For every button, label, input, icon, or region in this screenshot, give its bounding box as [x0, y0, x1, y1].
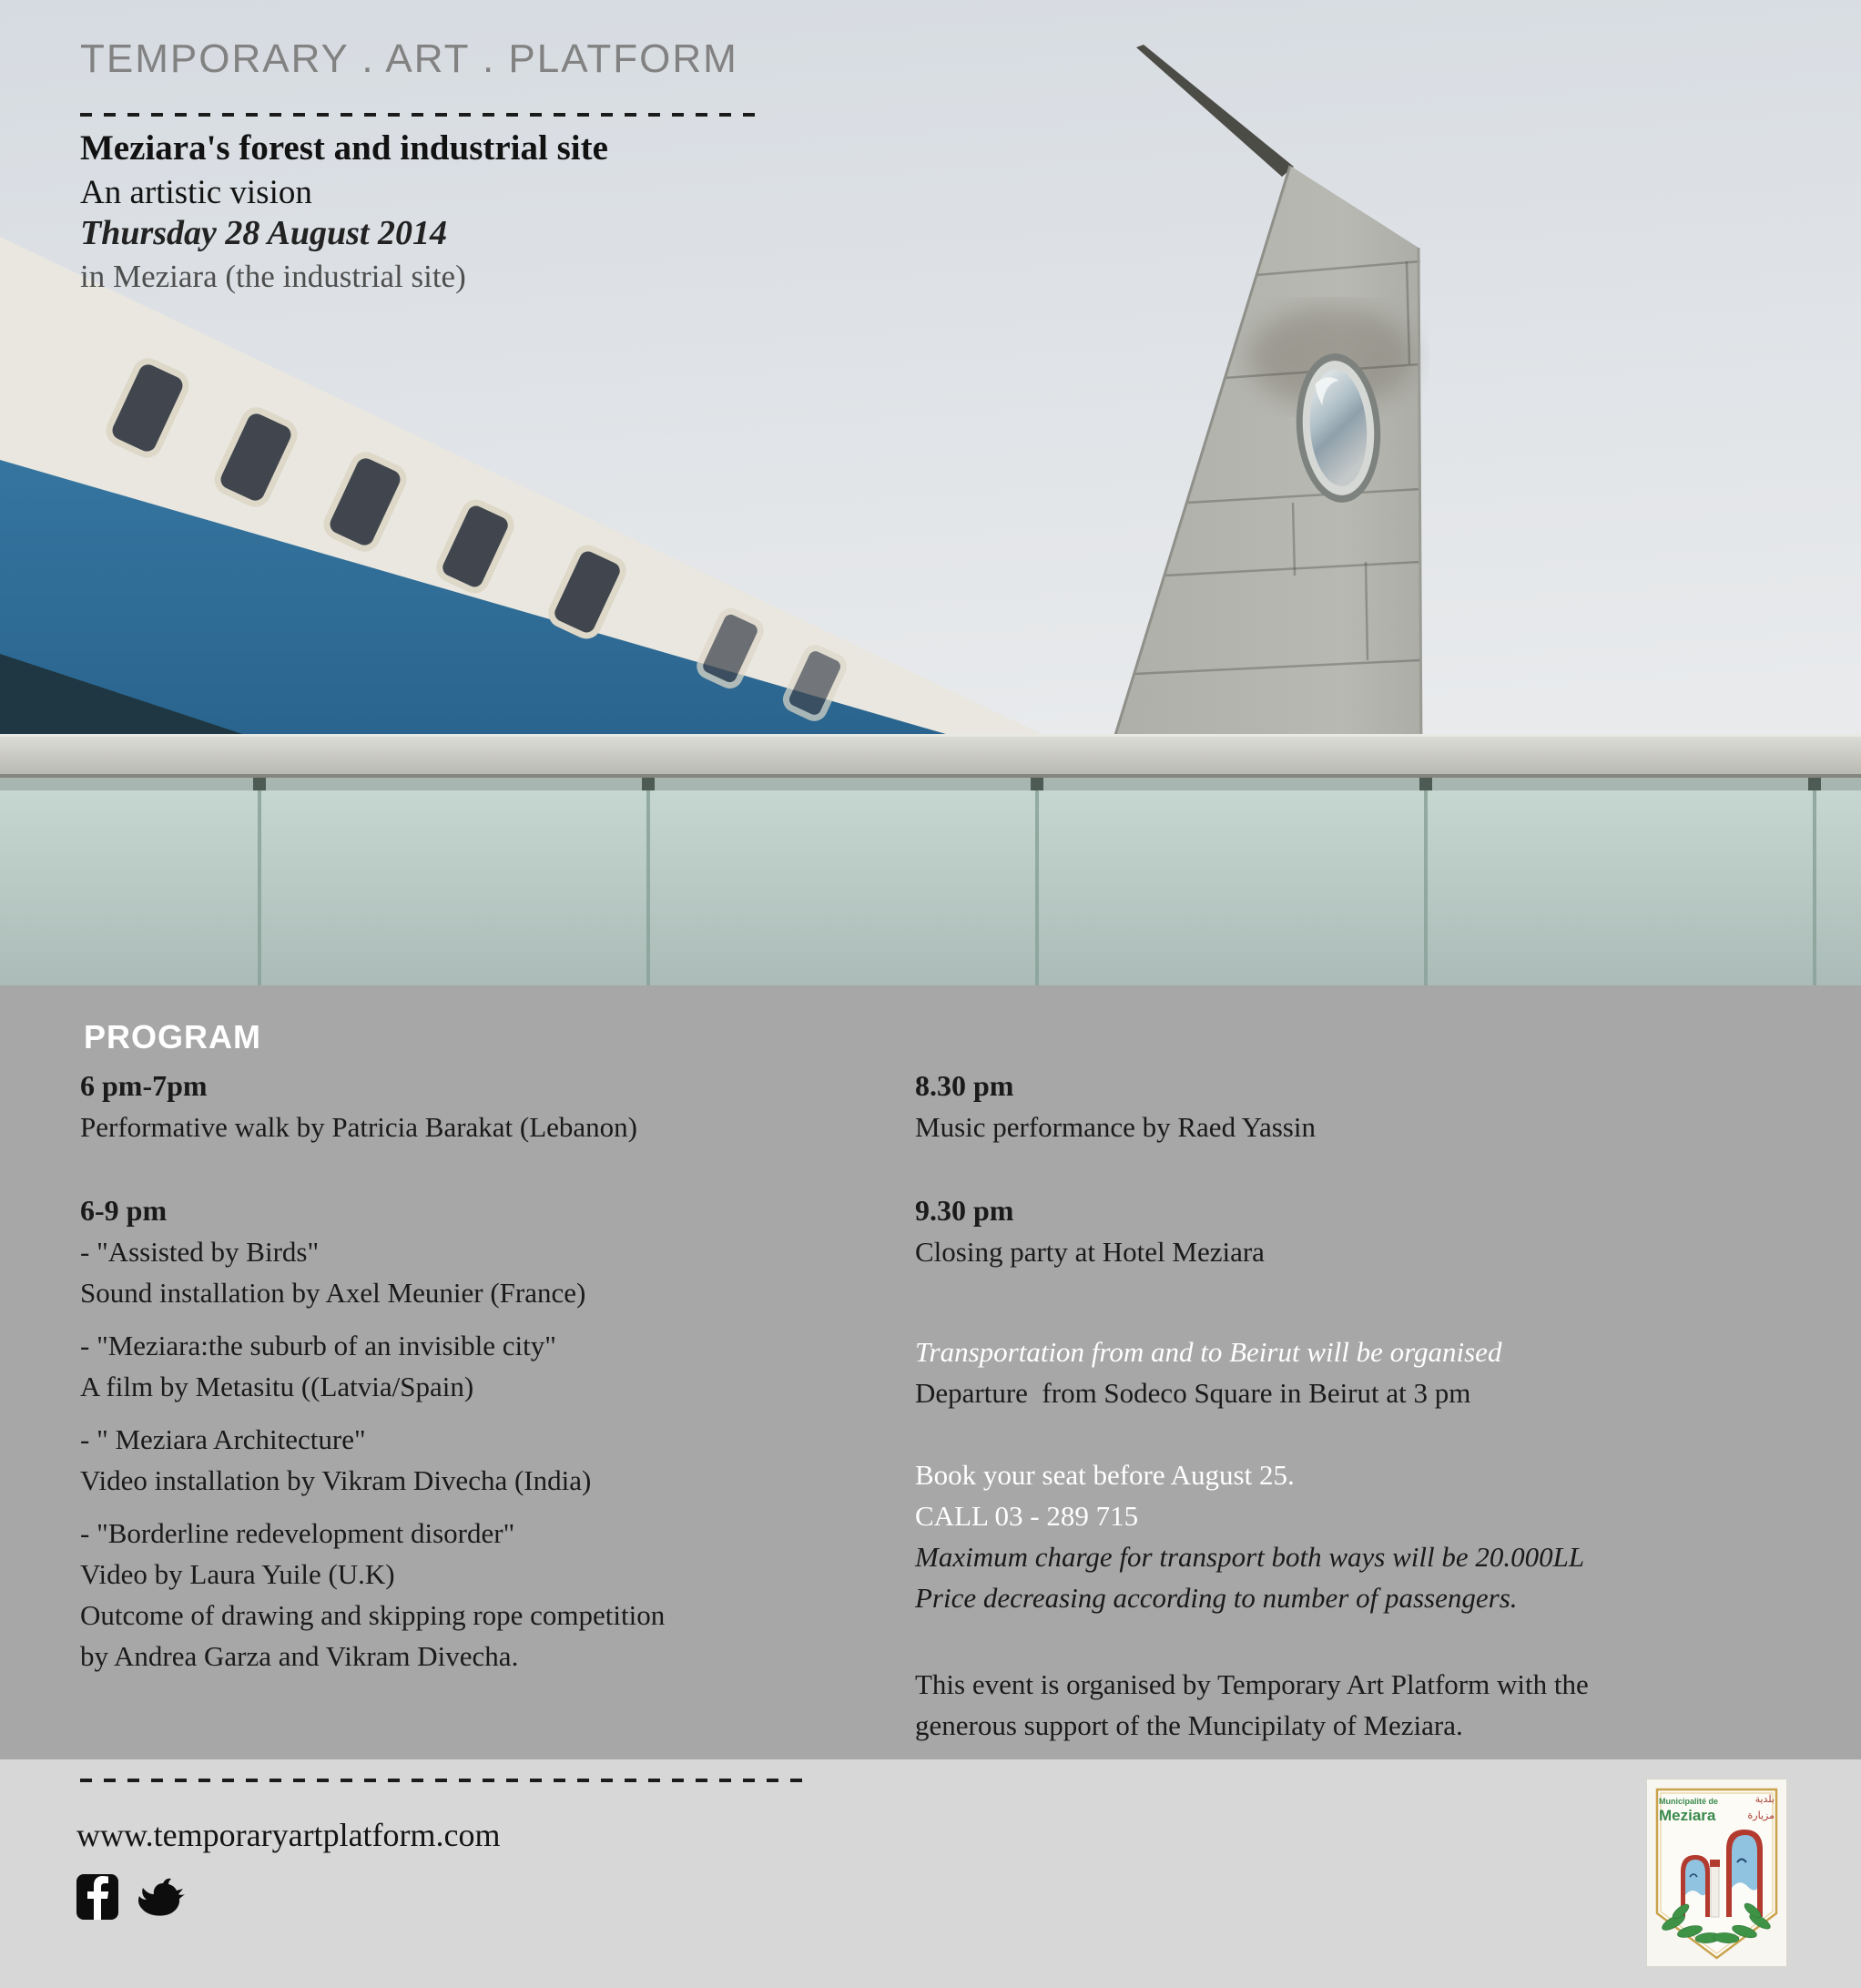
program-line: Price decreasing according to number of passengers. [915, 1582, 1518, 1614]
program-line: Performative walk by Patricia Barakat (Lebanon) [80, 1111, 638, 1143]
dashed-divider-top [80, 113, 763, 117]
fence-rail-highlight [0, 734, 1861, 737]
program-line: Closing party at Hotel Meziara [915, 1236, 1265, 1268]
twitter-bird-glyph [138, 1879, 185, 1916]
logo-org-text: Municipalité de [1659, 1797, 1719, 1806]
program-line: 6-9 pm [80, 1194, 168, 1227]
program-line: 9.30 pm [915, 1194, 1014, 1227]
program-line: Transportation from and to Beirut will be organised [915, 1336, 1502, 1368]
program-line: This event is organised by Temporary Art Platform with the [915, 1668, 1589, 1700]
program-line: Music performance by Raed Yassin [915, 1111, 1316, 1143]
program-spacer [80, 1147, 89, 1190]
program-line: Video installation by Vikram Divecha (India) [80, 1464, 592, 1496]
program-line: by Andrea Garza and Vikram Divecha. [80, 1640, 519, 1672]
fence-rail [0, 734, 1861, 778]
program-spacer [915, 1413, 924, 1454]
program-spacer [80, 1501, 89, 1513]
facebook-icon[interactable] [76, 1874, 118, 1920]
program-line: Maximum charge for transport both ways will be 20.000LL [915, 1541, 1585, 1573]
program-line: Book your seat before August 25. [915, 1459, 1295, 1491]
website-link[interactable]: www.temporaryartplatform.com [76, 1817, 501, 1853]
event-subtitle: An artistic vision [80, 174, 312, 211]
logo-name-text: Meziara [1659, 1807, 1716, 1824]
brand-title: TEMPORARY . ART . PLATFORM [80, 36, 738, 81]
program-line: CALL 03 - 289 715 [915, 1500, 1139, 1532]
program-line: generous support of the Muncipilaty of Meziara. [915, 1709, 1463, 1741]
program-spacer [915, 1272, 924, 1331]
twitter-icon[interactable] [135, 1878, 188, 1920]
municipality-logo [1646, 1779, 1787, 1967]
program-line: 8.30 pm [915, 1069, 1014, 1102]
program-spacer [80, 1407, 89, 1419]
program-line: - "Borderline redevelopment disorder" [80, 1517, 515, 1549]
program-line: - "Meziara:the suburb of an invisible city" [80, 1330, 556, 1361]
program-line: - " Meziara Architecture" [80, 1423, 366, 1455]
fence-rail-shadow [0, 774, 1861, 778]
program-line: Outcome of drawing and skipping rope competition [80, 1599, 666, 1631]
program-right-column [915, 1065, 1780, 1746]
program-line: Departure from Sodeco Square in Beirut at 3 pm [915, 1377, 1471, 1409]
program-left-column [80, 1065, 945, 1677]
fence-glass-shadow [0, 776, 1861, 790]
event-title: Meziara's forest and industrial site [80, 128, 608, 168]
program-line: 6 pm-7pm [80, 1069, 208, 1102]
program-line: A film by Metasitu ((Latvia/Spain) [80, 1371, 474, 1402]
logo-arabic-line2: مزيارة [1747, 1810, 1775, 1821]
fence-glass-panels [0, 776, 1861, 985]
program-spacer [915, 1618, 924, 1664]
program-heading: PROGRAM [84, 1018, 261, 1055]
program-spacer [80, 1313, 89, 1325]
footer-background [0, 1759, 1861, 1988]
program-line: Video by Laura Yuile (U.K) [80, 1558, 395, 1590]
logo-tower [1710, 1860, 1720, 1917]
logo-right-arch [1726, 1830, 1763, 1917]
event-date: Thursday 28 August 2014 [80, 214, 447, 252]
dashed-divider-bottom [80, 1779, 805, 1782]
event-location: in Meziara (the industrial site) [80, 259, 466, 294]
program-line: Sound installation by Axel Meunier (France) [80, 1277, 586, 1309]
glass-fence [0, 734, 1861, 985]
program-spacer [915, 1147, 924, 1190]
logo-arabic-line1: بلدية [1754, 1793, 1775, 1805]
program-line: - "Assisted by Birds" [80, 1236, 320, 1268]
